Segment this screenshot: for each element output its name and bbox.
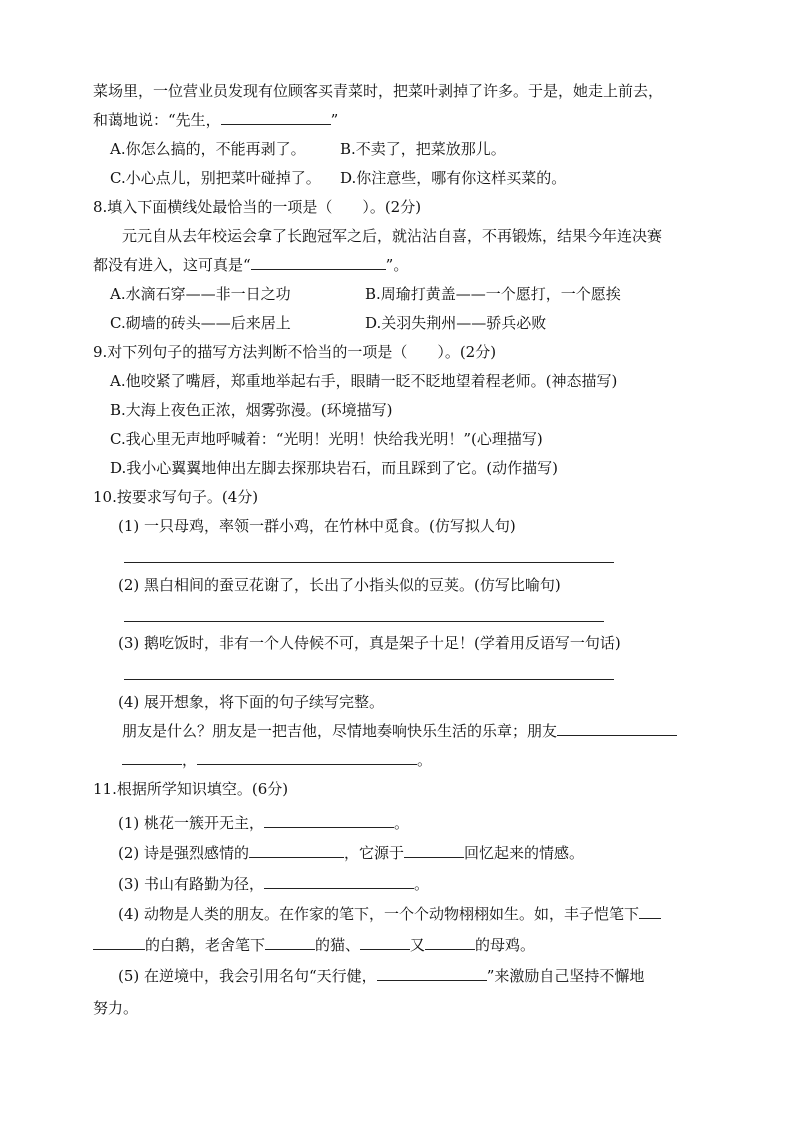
q10-item2-answer-line[interactable] bbox=[124, 621, 604, 622]
q9-option-c[interactable]: C.我心里无声地呼喊着：“光明！光明！快给我光明！”(心理描写) bbox=[110, 430, 543, 448]
q8-options-row1 bbox=[110, 284, 621, 304]
q10-item3: (3) 鹅吃饭时，非有一个人侍候不可，真是架子十足！(学着用反语写一句话) bbox=[118, 634, 621, 652]
q11-item2 bbox=[118, 843, 584, 863]
q8-passage-suffix: ”。 bbox=[385, 256, 409, 274]
q9-option-a[interactable]: A.他咬紧了嘴唇，郑重地举起右手，眼睛一眨不眨地望着程老师。(神态描写) bbox=[110, 372, 618, 390]
q11-item4-text: (4) 动物是人类的朋友。在作家的笔下，一个个动物栩栩如生。如，丰子恺笔下 bbox=[118, 905, 640, 923]
q11-item2-suffix: 回忆起来的情感。 bbox=[464, 844, 585, 862]
q10-item4-sep: ， bbox=[182, 751, 198, 769]
q11-item4-part-a: 的白鹅，老舍笔下 bbox=[145, 936, 266, 954]
q7-option-c[interactable]: C.小心点儿，别把菜叶碰掉了。 bbox=[110, 169, 321, 187]
q11-item5-prefix: (5) 在逆境中，我会引用名句“天行健， bbox=[118, 967, 377, 985]
q11-item3-suffix: 。 bbox=[414, 875, 430, 893]
q8-option-a[interactable]: A.水滴石穿——非一日之功 bbox=[110, 285, 291, 303]
q11-item2-blank2[interactable] bbox=[404, 843, 464, 858]
q10-item4-blank1[interactable] bbox=[557, 721, 677, 736]
q7-options-row2 bbox=[110, 168, 566, 188]
q8-answer-blank[interactable] bbox=[251, 255, 386, 270]
q11-item5-line1 bbox=[118, 966, 644, 986]
q11-item1-suffix: 。 bbox=[394, 814, 410, 832]
q10-item1: (1) 一只母鸡，率领一群小鸡，在竹林中觅食。(仿写拟人句) bbox=[118, 517, 516, 535]
q10-item3-answer-line[interactable] bbox=[124, 679, 614, 680]
q10-item2: (2) 黑白相间的蚕豆花谢了，长出了小指头似的豆荚。(仿写比喻句) bbox=[118, 576, 561, 594]
q7-stem-prefix: 和蔼地说：“先生， bbox=[93, 111, 221, 129]
q7-options-row1 bbox=[110, 139, 506, 159]
q11-item4-part-d: 的母鸡。 bbox=[475, 936, 536, 954]
q10-item4-blank2[interactable] bbox=[122, 750, 182, 765]
q11-item5-blank[interactable] bbox=[377, 966, 487, 981]
q11-item1-blank[interactable] bbox=[264, 813, 394, 828]
q10-item4-end: 。 bbox=[417, 751, 433, 769]
q11-item4-line2 bbox=[93, 935, 535, 955]
q11-item3-blank[interactable] bbox=[264, 874, 414, 889]
q8-title: 8.填入下面横线处最恰当的一项是（ ）。(2分) bbox=[93, 198, 422, 216]
q10-item4: (4) 展开想象，将下面的句子续写完整。 bbox=[118, 693, 385, 711]
q7-option-b[interactable]: B.不卖了，把菜放那儿。 bbox=[340, 140, 506, 158]
q11-item1-prefix: (1) 桃花一簇开无主， bbox=[118, 814, 265, 832]
q11-item4-blank2[interactable] bbox=[265, 935, 315, 950]
q7-answer-blank[interactable] bbox=[221, 110, 331, 125]
q11-item5-suffix: ”来激励自己坚持不懈地 bbox=[486, 967, 645, 985]
q11-title: 11.根据所学知识填空。(6分) bbox=[93, 780, 289, 798]
q7-option-d[interactable]: D.你注意些，哪有你这样买菜的。 bbox=[340, 169, 567, 187]
q11-item1 bbox=[118, 813, 409, 833]
q11-item4-blank3[interactable] bbox=[360, 935, 410, 950]
q10-item4-line1 bbox=[122, 721, 677, 741]
q9-option-b[interactable]: B.大海上夜色正浓，烟雾弥漫。(环境描写) bbox=[110, 401, 393, 419]
q10-item4-line2 bbox=[122, 750, 432, 770]
q8-passage-line2 bbox=[93, 255, 408, 275]
q11-item4-line1 bbox=[118, 904, 661, 924]
q7-stem-line1: 菜场里，一位营业员发现有位顾客买青菜时，把菜叶剥掉了许多。于是，她走上前去， bbox=[93, 82, 664, 100]
q10-item4-text: 朋友是什么？朋友是一把吉他，尽情地奏响快乐生活的乐章；朋友 bbox=[122, 722, 558, 740]
q8-passage-line1: 元元自从去年校运会拿了长跑冠军之后，就沾沾自喜，不再锻炼，结果今年连决赛 bbox=[122, 227, 663, 245]
q11-item2-prefix: (2) 诗是强烈感情的 bbox=[118, 844, 250, 862]
q10-item4-blank3[interactable] bbox=[197, 750, 417, 765]
q11-item5-line2: 努力。 bbox=[93, 999, 139, 1017]
q11-item3 bbox=[118, 874, 429, 894]
q11-item4-blank4[interactable] bbox=[425, 935, 475, 950]
q11-item4-blank1b[interactable] bbox=[93, 935, 145, 950]
q11-item4-part-c: 又 bbox=[410, 936, 426, 954]
q8-option-c[interactable]: C.砌墙的砖头——后来居上 bbox=[110, 314, 291, 332]
q8-passage-prefix: 都没有进入，这可真是“ bbox=[93, 256, 251, 274]
q8-option-b[interactable]: B.周瑜打黄盖——一个愿打，一个愿挨 bbox=[365, 285, 621, 303]
q11-item4-part-b: 的猫、 bbox=[315, 936, 361, 954]
q10-title: 10.按要求写句子。(4分) bbox=[93, 488, 259, 506]
q11-item3-prefix: (3) 书山有路勤为径， bbox=[118, 875, 265, 893]
q8-option-d[interactable]: D.关羽失荆州——骄兵必败 bbox=[365, 314, 547, 332]
q11-item4-blank1a[interactable] bbox=[639, 904, 661, 919]
q10-item1-answer-line[interactable] bbox=[124, 562, 614, 563]
q9-title: 9.对下列句子的描写方法判断不恰当的一项是（ ）。(2分) bbox=[93, 343, 497, 361]
q7-stem-line2 bbox=[93, 110, 338, 130]
q8-options-row2 bbox=[110, 313, 546, 333]
q11-item2-mid: ，它源于 bbox=[344, 844, 405, 862]
q7-stem-suffix: ” bbox=[330, 111, 339, 129]
q9-option-d[interactable]: D.我小心翼翼地伸出左脚去探那块岩石，而且踩到了它。(动作描写) bbox=[110, 459, 558, 477]
q11-item2-blank1[interactable] bbox=[249, 843, 344, 858]
q7-option-a[interactable]: A.你怎么搞的，不能再剥了。 bbox=[110, 140, 306, 158]
